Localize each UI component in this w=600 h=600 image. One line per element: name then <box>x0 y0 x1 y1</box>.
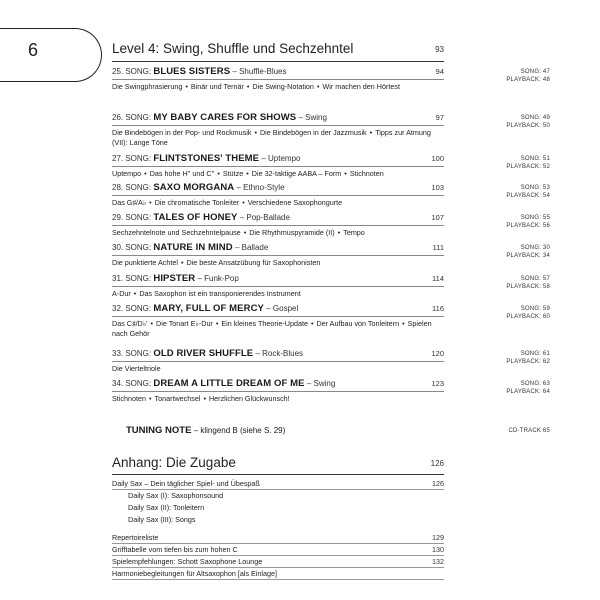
playback-track: PLAYBACK: 54 <box>506 193 550 199</box>
topic-item: Die Bindebögen in der Pop- und Rockmusik <box>112 128 252 137</box>
topic-item: Die Tonart E♭-Dur <box>156 319 213 328</box>
bullet-separator: • <box>246 82 250 91</box>
bullet-separator: • <box>144 169 147 178</box>
cd-track-info <box>470 155 550 171</box>
tuning-title: TUNING NOTE <box>126 425 192 436</box>
song-entry <box>112 378 444 404</box>
appendix-page: 126 <box>432 479 444 488</box>
appendix-sub-label: Daily Sax (I): Saxophonsound <box>128 491 224 500</box>
song-style: – Uptempo <box>261 154 301 163</box>
song-page: 123 <box>431 379 444 388</box>
song-title: OLD RIVER SHUFFLE <box>153 348 254 359</box>
song-entry <box>112 182 444 208</box>
song-page: 94 <box>435 67 444 76</box>
song-entry <box>112 242 444 268</box>
song-page: 97 <box>435 113 444 122</box>
song-title: NATURE IN MIND <box>153 242 233 253</box>
appendix-sub-row <box>112 515 444 527</box>
bullet-separator: • <box>402 319 405 328</box>
topic-item: Verschiedene Saxophongurte <box>247 198 343 207</box>
appendix-row <box>112 557 444 569</box>
playback-track: PLAYBACK: 56 <box>506 223 550 229</box>
song-topics <box>112 128 442 148</box>
song-track: SONG: 61 <box>520 351 550 357</box>
song-heading-line <box>112 273 444 285</box>
song-style: – Funk-Pop <box>197 274 239 283</box>
appendix-row <box>112 533 444 545</box>
cd-track-info <box>470 114 550 130</box>
song-number: 32. SONG: <box>112 304 152 313</box>
topic-item: Stichnoten <box>112 394 146 403</box>
bullet-separator: • <box>149 198 152 207</box>
song-page: 103 <box>431 183 444 192</box>
playback-track: PLAYBACK: 48 <box>506 77 550 83</box>
bullet-separator: • <box>337 228 341 237</box>
topic-item: Der Aufbau von Tonleitern <box>316 319 400 328</box>
level-heading <box>112 41 444 56</box>
song-title: HIPSTER <box>153 273 196 284</box>
song-page: 100 <box>431 154 444 163</box>
topic-item: Stütze <box>222 169 244 178</box>
appendix-row-daily <box>112 479 444 491</box>
song-title: TALES OF HONEY <box>153 212 238 223</box>
song-title: MY BABY CARES FOR SHOWS <box>153 112 297 123</box>
song-track: SONG: 53 <box>520 185 550 191</box>
level-title: Level 4: Swing, Shuffle und Sechzehntel <box>112 41 357 56</box>
song-entry <box>112 212 444 238</box>
song-topics <box>112 169 442 179</box>
song-heading-line <box>112 348 444 360</box>
song-number: 31. SONG: <box>112 274 152 283</box>
song-style: – Swing <box>306 379 336 388</box>
playback-track: PLAYBACK: 60 <box>506 314 550 320</box>
song-heading-line <box>112 242 444 254</box>
bullet-separator: • <box>242 198 245 207</box>
topic-item: Die punktierte Achtel <box>112 258 178 267</box>
cd-track-info <box>470 305 550 321</box>
song-entry <box>112 303 444 339</box>
topic-item: Das hohe H'' und C'' <box>149 169 215 178</box>
song-number: 34. SONG: <box>112 379 152 388</box>
topic-item: Das G♯/A♭ <box>112 198 147 207</box>
song-track: SONG: 57 <box>520 276 550 282</box>
topic-item: Die Swing-Notation <box>252 82 314 91</box>
cd-track-info <box>470 350 550 366</box>
appendix-sub-label: Daily Sax (III): Songs <box>128 515 196 524</box>
cd-track-info <box>470 214 550 230</box>
topic-item: Die Vierteltriole <box>112 364 161 373</box>
cd-track-info <box>470 184 550 200</box>
song-track: SONG: 49 <box>520 115 550 121</box>
topic-item: Die chromatische Tonleiter <box>154 198 240 207</box>
song-page: 111 <box>432 243 444 252</box>
playback-track: PLAYBACK: 34 <box>506 253 550 259</box>
song-topics <box>112 364 442 374</box>
page-number: 6 <box>28 40 39 60</box>
song-number: 33. SONG: <box>112 349 152 358</box>
song-track: SONG: 47 <box>520 69 550 75</box>
topic-item: Die Swingphrasierung <box>112 82 183 91</box>
appendix-sub-row <box>112 503 444 515</box>
song-track: SONG: 51 <box>520 156 550 162</box>
song-heading-line <box>112 112 444 124</box>
song-entry <box>112 112 444 148</box>
appendix-row <box>112 545 444 557</box>
anhang-title: Anhang: Die Zugabe <box>112 455 236 470</box>
appendix-label: Repertoireliste <box>112 533 159 542</box>
song-heading-line <box>112 153 444 165</box>
song-title: SAXO MORGANA <box>153 182 235 193</box>
appendix-label: Spielempfehlungen: Schott Saxophone Lounge <box>112 557 263 566</box>
bullet-separator: • <box>243 228 247 237</box>
topic-item: Wir machen den Hörtest <box>322 82 400 91</box>
topic-item: Die beste Ansatzübung für Saxophonisten <box>186 258 321 267</box>
bullet-separator: • <box>215 319 219 328</box>
topic-item: Binär und Ternär <box>190 82 244 91</box>
song-heading-line <box>112 182 444 194</box>
topic-item: Spielen nach Gehör <box>112 319 432 338</box>
playback-track: PLAYBACK: 52 <box>506 164 550 170</box>
bullet-separator: • <box>254 128 257 137</box>
song-heading-line <box>112 378 444 390</box>
appendix-page: 132 <box>432 557 444 566</box>
appendix-list <box>112 479 444 581</box>
bullet-separator: • <box>150 319 154 328</box>
song-number: 28. SONG: <box>112 183 152 192</box>
bullet-separator: • <box>217 169 220 178</box>
topic-item: Stichnoten <box>349 169 384 178</box>
topic-item: Ein kleines Theorie-Update <box>221 319 308 328</box>
song-style: – Pop-Ballade <box>239 213 290 222</box>
song-heading-line <box>112 212 444 224</box>
tuning-cd-track: CD-TRACK 65 <box>508 428 550 434</box>
topic-item: Die 32-taktige AABA – Form <box>251 169 342 178</box>
song-entry <box>112 348 444 374</box>
song-track: SONG: 30 <box>520 245 550 251</box>
song-style: – Swing <box>298 113 327 122</box>
song-topics <box>112 198 442 208</box>
song-number: 26. SONG: <box>112 113 152 122</box>
song-topics <box>112 228 442 238</box>
playback-track: PLAYBACK: 50 <box>506 123 550 129</box>
anhang-heading <box>112 455 444 470</box>
appendix-sub-row <box>112 491 444 503</box>
tuning-note <box>126 425 285 436</box>
song-heading-line <box>112 303 444 315</box>
song-entry <box>112 153 444 179</box>
topic-item: A-Dur <box>112 289 131 298</box>
bullet-separator: • <box>246 169 249 178</box>
bullet-separator: • <box>133 289 137 298</box>
song-topics <box>112 82 442 92</box>
anhang-page: 126 <box>430 459 444 468</box>
bullet-separator: • <box>316 82 320 91</box>
cd-track-info <box>470 244 550 260</box>
playback-track: PLAYBACK: 58 <box>506 284 550 290</box>
cd-track-info <box>470 275 550 291</box>
topic-item: Die Rhythmuspyramide (II) <box>249 228 335 237</box>
topic-item: Tipps zur Atmung (VII): Lange Töne <box>112 128 431 147</box>
song-title: DREAM A LITTLE DREAM OF ME <box>153 378 305 389</box>
appendix-label: Daily Sax – Dein täglicher Spiel- und Übespaß <box>112 479 260 488</box>
appendix-page: 130 <box>432 545 444 554</box>
song-page: 114 <box>432 274 444 283</box>
song-page: 107 <box>431 213 444 222</box>
song-heading-line <box>112 66 444 78</box>
topic-item: Sechzehntelnote und Sechzehntelpause <box>112 228 241 237</box>
bullet-separator: • <box>203 394 206 403</box>
level-page: 93 <box>435 45 444 54</box>
song-track: SONG: 59 <box>520 306 550 312</box>
topic-item: Tonartwechsel <box>154 394 201 403</box>
song-number: 30. SONG: <box>112 243 152 252</box>
song-number: 25. SONG: <box>112 67 152 76</box>
song-entry <box>112 66 444 92</box>
topic-item: Das Saxophon ist ein transponierendes Instrument <box>139 289 301 298</box>
topic-item: Die Bindebögen in der Jazzmusik <box>259 128 367 137</box>
song-track: SONG: 63 <box>520 381 550 387</box>
bullet-separator: • <box>148 394 152 403</box>
cd-track-info <box>470 380 550 396</box>
cd-track-info <box>470 68 550 84</box>
bullet-separator: • <box>369 128 373 137</box>
song-title: BLUES SISTERS <box>153 66 231 77</box>
song-style: – Shuffle-Blues <box>232 67 287 76</box>
song-topics <box>112 394 442 404</box>
page-number-tab <box>0 28 102 82</box>
topic-item: Herzlichen Glückwunsch! <box>208 394 290 403</box>
topic-item: Das C♯/D♭' <box>112 319 148 328</box>
song-page: 116 <box>432 304 444 313</box>
song-number: 29. SONG: <box>112 213 152 222</box>
appendix-row <box>112 569 444 581</box>
playback-track: PLAYBACK: 62 <box>506 359 550 365</box>
appendix-page: 129 <box>432 533 444 542</box>
song-topics <box>112 258 442 268</box>
appendix-label: Harmoniebegleitungen für Altsaxophon [als Einlage] <box>112 569 278 578</box>
song-style: – Ballade <box>234 243 269 252</box>
playback-track: PLAYBACK: 64 <box>506 389 550 395</box>
song-title: MARY, FULL OF MERCY <box>153 303 264 314</box>
topic-item: Tempo <box>343 228 365 237</box>
appendix-sub-label: Daily Sax (II): Tonleitern <box>128 503 205 512</box>
song-style: – Gospel <box>266 304 299 313</box>
tuning-text: – klingend B (siehe S. 29) <box>193 426 286 435</box>
bullet-separator: • <box>310 319 314 328</box>
song-page: 120 <box>431 349 444 358</box>
song-style: – Ethno-Style <box>236 183 285 192</box>
song-entry <box>112 273 444 299</box>
song-title: FLINTSTONES' THEME <box>153 153 260 164</box>
topic-item: Uptempo <box>112 169 142 178</box>
bullet-separator: • <box>180 258 184 267</box>
song-topics <box>112 319 442 339</box>
bullet-separator: • <box>344 169 347 178</box>
bullet-separator: • <box>185 82 188 91</box>
song-number: 27. SONG: <box>112 154 152 163</box>
appendix-label: Grifftabelle vom tiefen bis zum hohen C <box>112 545 238 554</box>
song-topics <box>112 289 442 299</box>
song-track: SONG: 55 <box>520 215 550 221</box>
song-style: – Rock-Blues <box>255 349 304 358</box>
